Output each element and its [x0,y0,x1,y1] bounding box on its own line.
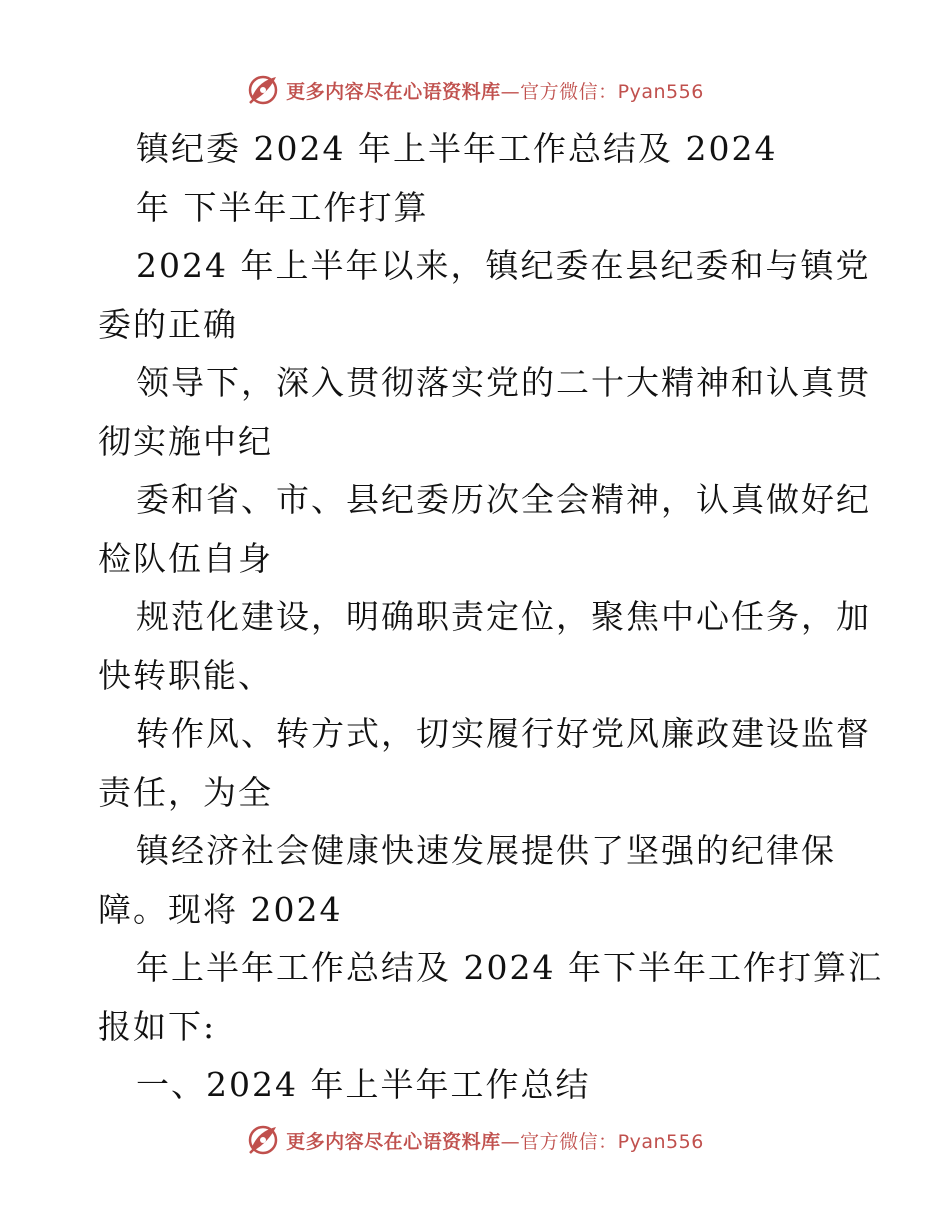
watermark-separator: — [500,1130,521,1153]
doc-line: 镇经济社会健康快速发展提供了坚强的纪律保 [136,831,836,870]
doc-line: 转作风、转方式，切实履行好党风廉政建设监督 [136,714,871,753]
doc-line-title-1: 镇纪委 2024 年上半年工作总结及 2024 [136,129,778,168]
doc-line: 2024 年上半年以来，镇纪委在县纪委和与镇党 [136,246,871,285]
doc-line-title-2: 年 下半年工作打算 [136,187,429,227]
doc-line: 委的正确 [98,304,238,344]
doc-line: 彻实施中纪 [98,421,273,461]
doc-line: 报如下: [98,1006,217,1046]
footer-watermark-banner [0,1120,950,1160]
doc-line: 障。现将 2024 [98,889,343,929]
doc-line: 委和省、市、县纪委历次全会精神，认真做好纪 [136,480,871,519]
doc-line: 检队伍自身 [98,538,273,578]
watermark-wechat-text: 官方微信：Pyan556 [520,1130,704,1153]
watermark-separator: — [500,80,521,103]
header-watermark-banner [0,70,950,110]
watermark-brand-text: 更多内容尽在心语资料库 [286,80,501,103]
section-heading: 一、2024 年上半年工作总结 [136,1065,591,1104]
doc-line: 快转职能、 [98,655,273,695]
watermark-wechat-text: 官方微信：Pyan556 [520,80,704,103]
document-body [98,120,883,1115]
pen-nib-logo-icon [246,73,280,107]
doc-line: 领导下，深入贯彻落实党的二十大精神和认真贯 [136,363,871,402]
doc-line: 年上半年工作总结及 2024 年下半年工作打算汇 [136,948,883,987]
watermark-brand-text: 更多内容尽在心语资料库 [286,1130,501,1153]
doc-line: 责任，为全 [98,772,273,812]
doc-line: 规范化建设，明确职责定位，聚焦中心任务，加 [136,597,871,636]
pen-nib-logo-icon [246,1123,280,1157]
